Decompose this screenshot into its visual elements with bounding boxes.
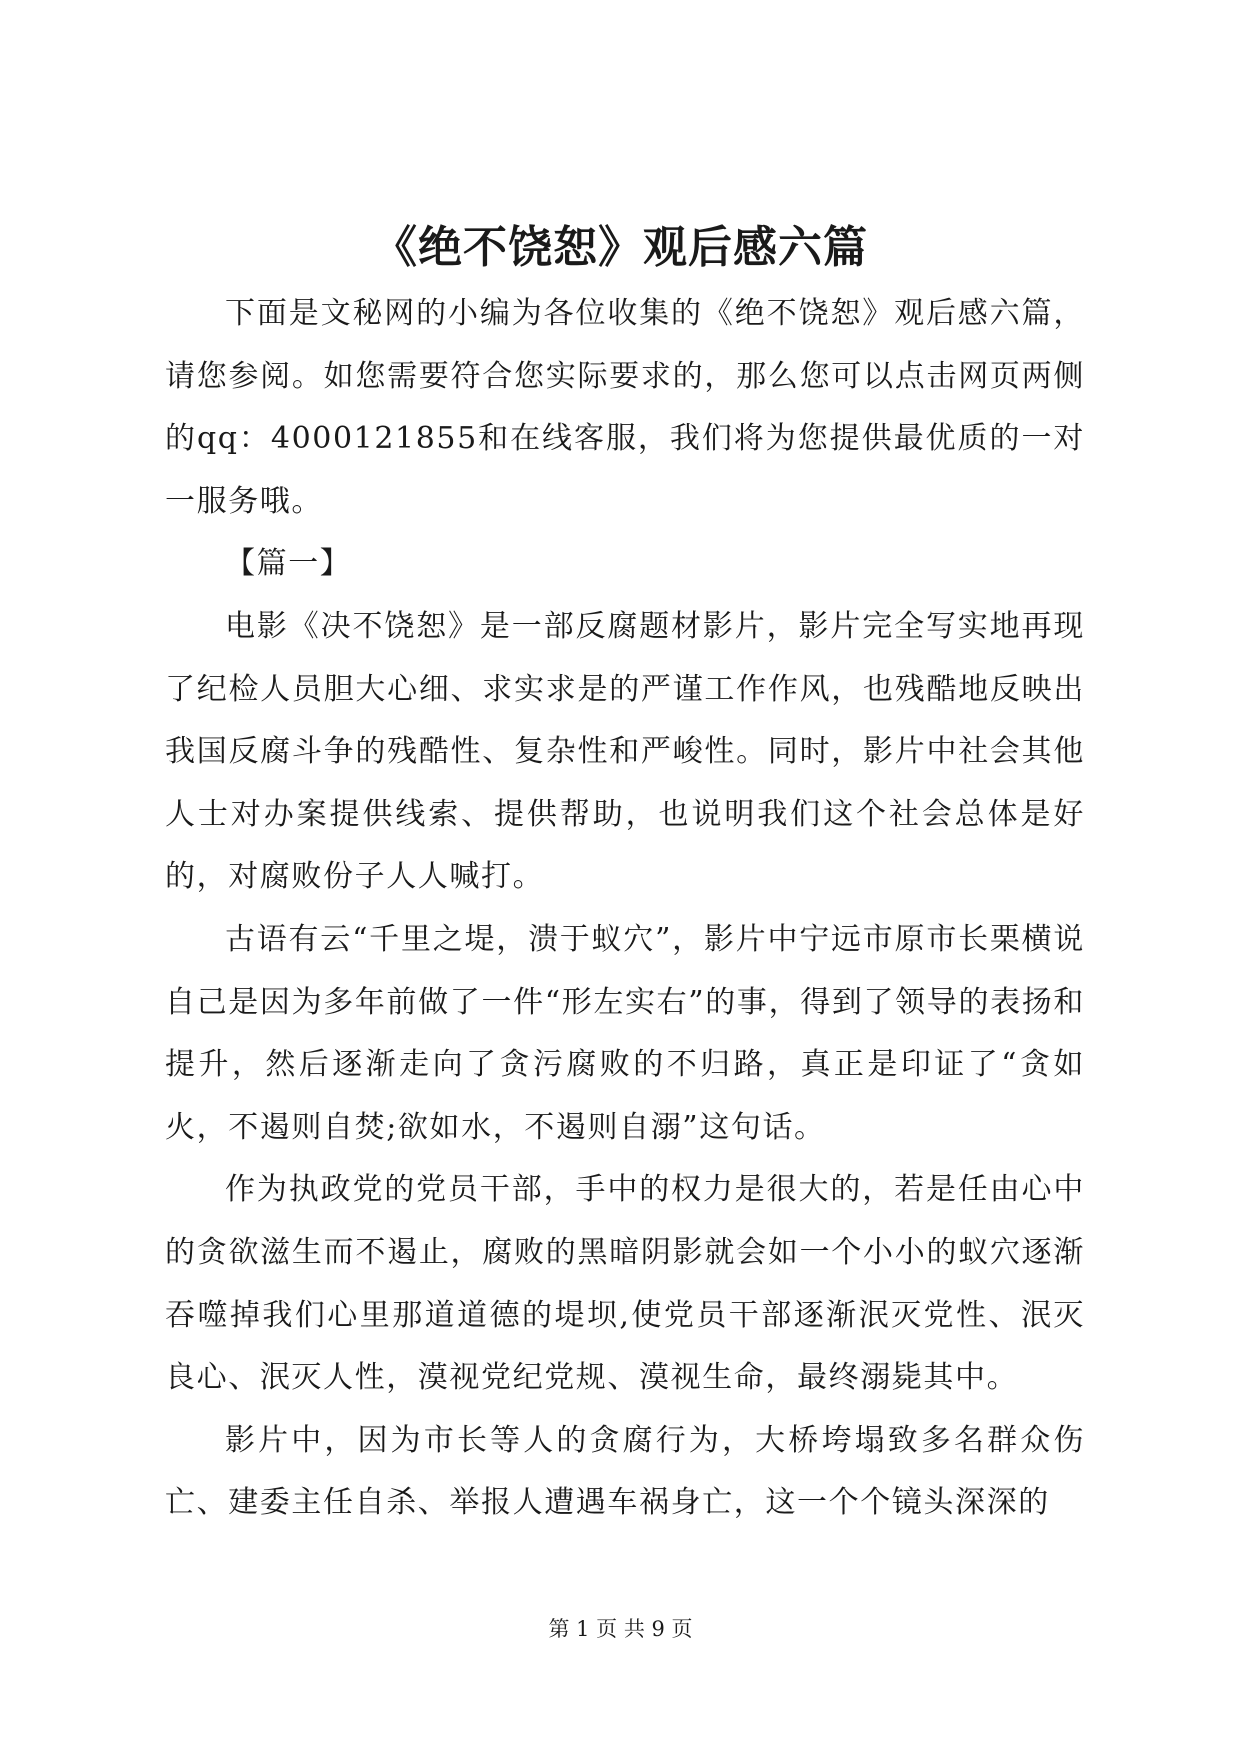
body-paragraph: 影片中，因为市长等人的贪腐行为，大桥垮塌致多名群众伤亡、建委主任自杀、举报人遭遇车祸身亡，这一个个镜头深深的 <box>165 1422 1085 1521</box>
document-body <box>165 283 1085 1535</box>
body-paragraph: 电影《决不饶恕》是一部反腐题材影片，影片完全写实地再现了纪检人员胆大心细、求实求是的严谨工作作风，也残酷地反映出我国反腐斗争的残酷性、复杂性和严峻性。同时，影片中社会其他人士对办案提供线索、提供帮助，也说明我们这个社会总体是好的，对腐败份子人人喊打。 <box>165 608 1085 895</box>
section-heading: 【篇一】 <box>225 546 352 582</box>
page-footer: 第 1 页 共 9 页 <box>548 1617 693 1641</box>
intro-paragraph: 下面是文秘网的小编为各位收集的《绝不饶恕》观后感六篇，请您参阅。如您需要符合您实际要求的，那么您可以点击网页两侧的qq：4000121855和在线客服，我们将为您提供最优质的一对一服务哦。 <box>165 296 1085 519</box>
body-paragraph: 作为执政党的党员干部，手中的权力是很大的，若是任由心中的贪欲滋生而不遏止，腐败的黑暗阴影就会如一个小小的蚁穴逐渐吞噬掉我们心里那道道德的堤坝,使党员干部逐渐泯灭党性、泯灭良心、泯灭人性，漠视党纪党规、漠视生命，最终溺毙其中。 <box>165 1172 1085 1396</box>
document-title: 《绝不饶恕》观后感六篇 <box>373 222 868 273</box>
body-paragraph: 古语有云“千里之堤，溃于蚁穴”，影片中宁远市原市长栗横说自己是因为多年前做了一件“形左实右”的事，得到了领导的表扬和提升，然后逐渐走向了贪污腐败的不归路，真正是印证了“贪如火，不遏则自焚;欲如水，不遏则自溺”这句话。 <box>165 921 1085 1145</box>
